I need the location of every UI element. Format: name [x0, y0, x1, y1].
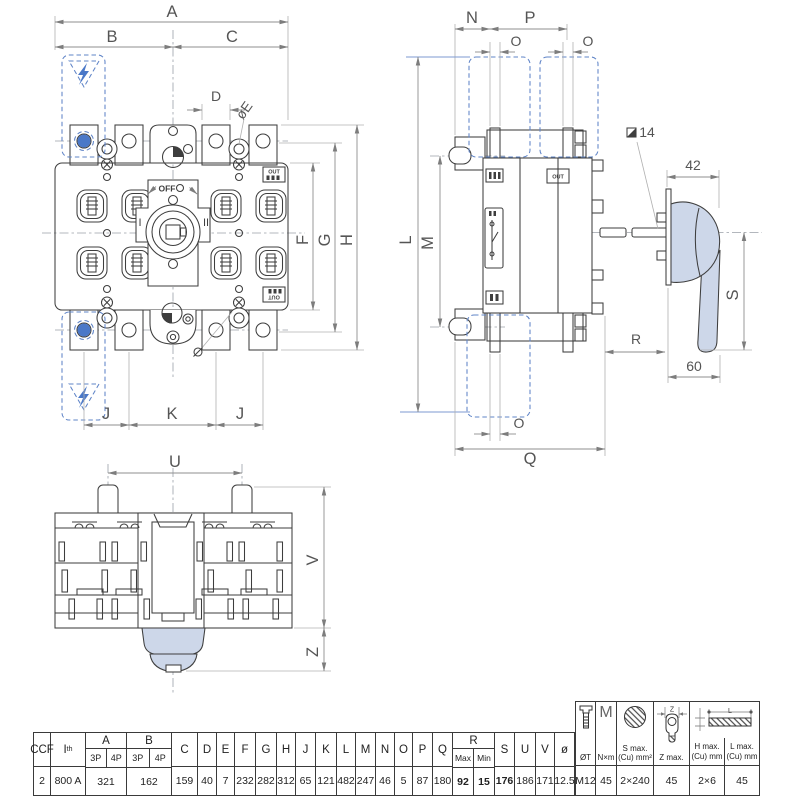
dim-n-label: N: [466, 9, 478, 27]
table-col-g: G 282: [256, 732, 277, 796]
table-col-j: J 65: [296, 732, 316, 796]
dim-v-label: V: [304, 554, 322, 566]
bottom-view: [55, 453, 331, 695]
busbar-icon: [693, 707, 757, 733]
dim-b-label: B: [106, 28, 118, 46]
side-view: [397, 9, 762, 468]
table-col-p: P 87: [413, 732, 433, 796]
bottom-mounting-bracket: [150, 310, 196, 344]
contact-module: [211, 190, 241, 222]
terminal-shroud: [540, 57, 598, 157]
cable-lug-icon: [655, 705, 689, 747]
dimension-table-left: [30, 732, 575, 796]
svg-text:L: L: [727, 708, 732, 715]
table-col-n: N 46: [376, 732, 395, 796]
table-col-b: B 3P 4P 162: [127, 732, 172, 796]
table-col-v: V 171: [536, 732, 555, 796]
table-col-ccf: CCF 2: [33, 732, 51, 796]
contact-module: [256, 247, 286, 279]
handle-knob: [142, 628, 205, 672]
square-symbol-icon: [627, 128, 636, 137]
dim-o-label: O: [582, 33, 594, 49]
dim-c-label: C: [226, 28, 238, 46]
position-ii-label: II: [202, 217, 210, 229]
dim-j-label: J: [101, 405, 111, 423]
contact-module: [211, 247, 241, 279]
position-i-label: I: [138, 217, 142, 229]
dim-q-label: Q: [523, 450, 537, 468]
table-col-m: M 247: [356, 732, 376, 796]
terminal-shroud-bottom: [62, 312, 105, 420]
top-mounting-bracket: [150, 125, 196, 163]
dim-r-label: R: [630, 331, 642, 347]
table-col-l: L 482: [337, 732, 356, 796]
bolt-icon: [579, 705, 593, 731]
table-col-torque: M N×m 45: [596, 701, 617, 796]
front-view: [42, 3, 364, 430]
terminal-shroud-top: [62, 55, 105, 157]
table-col-u: U 186: [515, 732, 536, 796]
dim-u-label: U: [169, 453, 181, 471]
dim-m-label: M: [419, 236, 437, 250]
cable-cross-section-icon: [622, 705, 648, 730]
table-col-h: H 312: [277, 732, 296, 796]
table-col-ith: I th 800 A: [51, 732, 86, 796]
table-col-bolt: ØT M12: [575, 701, 596, 796]
metric-thread-icon: M: [599, 704, 613, 721]
table-col-smax: S max. (Cu) mm² 2×240: [617, 701, 654, 796]
square-shaft-callout: [627, 124, 658, 229]
dim-42-label: 42: [685, 157, 701, 173]
svg-text:Z: Z: [669, 706, 674, 714]
dimension-table-right: [575, 701, 760, 796]
off-position-label: OFF: [158, 183, 176, 194]
switch-body-side: [483, 158, 592, 313]
dim-o-label: O: [510, 33, 522, 49]
dim-f-label: F: [294, 234, 312, 246]
out-text: OUT: [268, 169, 280, 176]
dim-l-label: L: [397, 235, 415, 245]
out-label-top: [263, 167, 285, 182]
contact-module: [77, 247, 107, 279]
dim-a-label: A: [166, 3, 178, 21]
dim-14-label: 14: [639, 124, 655, 140]
dim-p-label: P: [524, 9, 536, 27]
dim-60-label: 60: [686, 358, 702, 374]
dim-s-label: S: [724, 289, 742, 301]
dim-o-label: O: [513, 415, 525, 431]
out-label-bottom: [263, 287, 285, 302]
dim-g-label: G: [316, 233, 334, 247]
table-col-k: K 121: [316, 732, 337, 796]
dim-e-label: øE: [232, 98, 256, 123]
table-col-c: C 159: [172, 732, 198, 796]
table-col-q: Q 180: [433, 732, 453, 796]
table-col-a: A 3P 4P 321: [86, 732, 127, 796]
dim-d-label: D: [210, 88, 222, 104]
dimension-table: [30, 701, 761, 796]
dim-h-label: H: [338, 234, 356, 246]
out-text: OUT: [268, 293, 280, 300]
contact-module: [77, 190, 107, 222]
table-col-f: F 232: [235, 732, 256, 796]
dim-z-label: Z: [304, 646, 322, 658]
operating-handle: [657, 189, 720, 352]
dim-j-label: J: [235, 405, 245, 423]
table-col-o: O 5: [395, 732, 413, 796]
table-col-s: S 176: [495, 732, 515, 796]
table-col-dia: ø 12.5: [555, 732, 575, 796]
table-col-zmax: Z Z max. 45: [654, 701, 690, 796]
table-col-d: D 40: [198, 732, 217, 796]
out-text: OUT: [552, 174, 564, 181]
handle-mounting-plate: [666, 189, 671, 285]
dim-k-label: K: [166, 405, 178, 423]
table-col-e: E 7: [217, 732, 235, 796]
table-col-r: R Max Min 92 15: [453, 732, 495, 796]
table-col-hlmax: L H max. (Cu) mm L max. (Cu) mm 2×6 45: [690, 701, 760, 796]
contact-module: [256, 190, 286, 222]
